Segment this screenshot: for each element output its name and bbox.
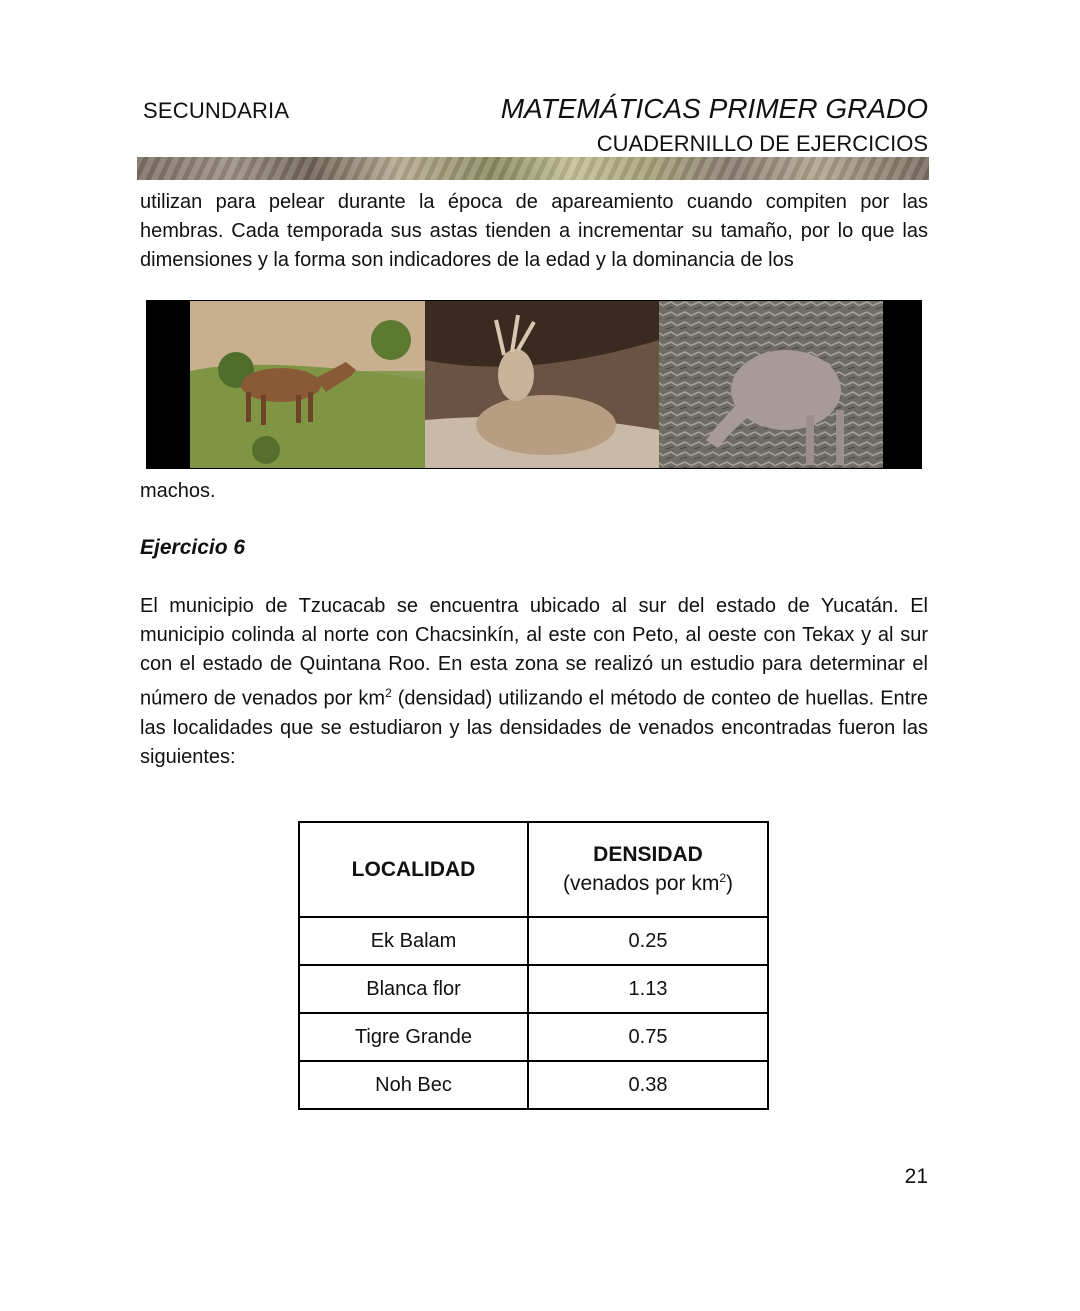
cell-localidad: Noh Bec — [299, 1061, 528, 1109]
cell-densidad: 1.13 — [528, 965, 768, 1013]
cell-densidad: 0.25 — [528, 917, 768, 965]
col-header-densidad-label: DENSIDAD — [593, 843, 703, 866]
cell-densidad: 0.75 — [528, 1013, 768, 1061]
intro-paragraph: utilizan para pelear durante la época de apareamiento cuando compiten por las hembras. Cada temporada sus astas tienden a incrementar su tamaño, por lo que las dimensiones y la forma son indicadores de la edad y la dominancia de los — [140, 191, 928, 271]
cell-localidad: Blanca flor — [299, 965, 528, 1013]
unit-text: (venados por km — [562, 872, 720, 895]
exercise-body-text: El municipio de Tzucacab se encuentra ubicado al sur del estado de Yucatán. El municipio colinda al norte con Chacsinkín, al este con Peto, al oeste con Tekax y al sur con el estado de Quintana Roo. En esta zona se realizó un estudio para determinar el número de venados por km — [140, 595, 928, 710]
exercise-body-sup: 2 — [385, 686, 392, 700]
header-level: SECUNDARIA — [143, 98, 290, 123]
col-header-densidad-unit — [529, 871, 767, 896]
table-row — [299, 1013, 768, 1061]
exercise-body — [140, 592, 928, 772]
header-banner — [137, 157, 929, 180]
deer-photos — [146, 300, 922, 469]
unit-sup: 2 — [719, 871, 727, 885]
cell-localidad: Tigre Grande — [299, 1013, 528, 1061]
col-header-localidad — [299, 822, 528, 917]
intro-continuation: machos. — [140, 480, 216, 502]
deer-photo-2 — [425, 301, 659, 468]
table-header-row — [299, 822, 768, 917]
exercise-title: Ejercicio 6 — [140, 536, 246, 559]
col-header-localidad-label: LOCALIDAD — [351, 857, 476, 881]
table-row — [299, 1061, 768, 1109]
deer-photo-1 — [190, 301, 425, 468]
cell-localidad: Ek Balam — [299, 917, 528, 965]
deer-photo-strip — [146, 300, 922, 469]
unit-close: ) — [726, 872, 734, 895]
table-row — [299, 965, 768, 1013]
density-table — [298, 821, 769, 1110]
deer-photo-3 — [659, 301, 883, 468]
cell-densidad: 0.38 — [528, 1061, 768, 1109]
header-title: MATEMÁTICAS PRIMER GRADO — [500, 93, 928, 124]
col-header-densidad — [528, 822, 768, 917]
page-number: 21 — [904, 1165, 928, 1188]
exercise-body-text-2: (densidad) utilizando el método de conteo de huellas. Entre las localidades que se estudiaron y las densidades de venados encontradas fueron las siguientes: — [140, 687, 928, 768]
table-row — [299, 917, 768, 965]
header-subtitle: CUADERNILLO DE EJERCICIOS — [596, 131, 928, 156]
